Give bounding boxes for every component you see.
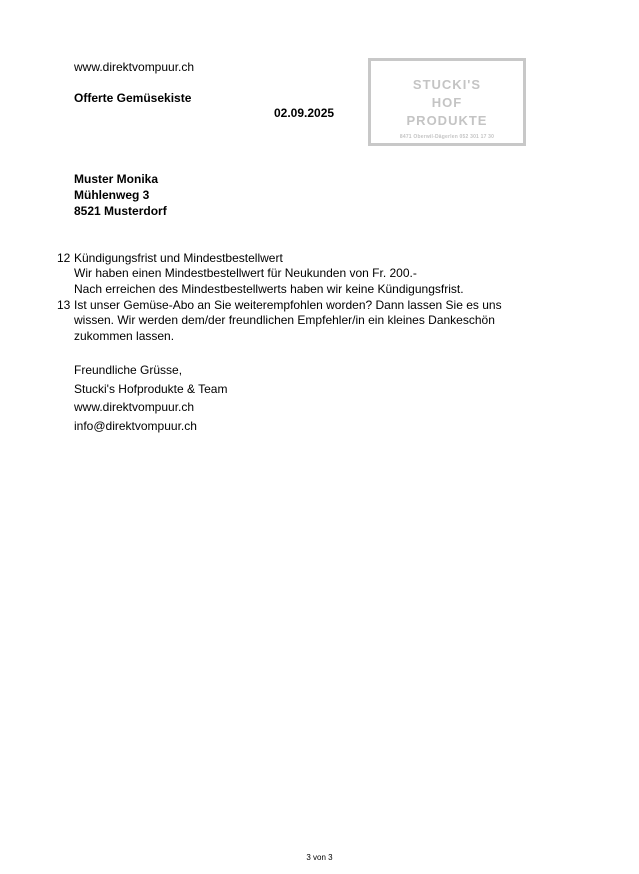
stamp-line-1: STUCKI'S	[412, 77, 482, 92]
recipient-street: Mühlenweg 3	[74, 188, 150, 202]
section-line: wissen. Wir werden dem/der freundlichen Empfehler/in ein kleines Dankeschön	[74, 313, 495, 328]
stamp-address: 8471 Oberwil-Dägerlen 052 301 17 30	[399, 134, 495, 140]
section-number: 12	[57, 251, 71, 265]
closing-greeting: Freundliche Grüsse,	[74, 363, 183, 377]
recipient-address	[74, 171, 167, 219]
page-number: 3 von 3	[306, 853, 333, 862]
section-line: Ist unser Gemüse-Abo an Sie weiterempfohlen worden? Dann lassen Sie es uns	[74, 298, 502, 312]
section-number: 13	[57, 298, 71, 312]
stamp-line-2: HOF	[431, 95, 463, 110]
recipient-name: Muster Monika	[74, 172, 159, 186]
section-paragraph	[74, 298, 502, 344]
closing-company: Stucki's Hofprodukte & Team	[74, 381, 228, 396]
document-title: Offerte Gemüsekiste	[74, 91, 192, 105]
company-stamp-logo	[368, 58, 526, 146]
section-line: zukommen lassen.	[74, 328, 175, 343]
closing-block	[74, 361, 227, 435]
closing-email: info@direktvompuur.ch	[74, 418, 197, 433]
section-line: Wir haben einen Mindestbestellwert für Neukunden von Fr. 200.-	[74, 266, 417, 281]
section-line: Nach erreichen des Mindestbestellwerts haben wir keine Kündigungsfrist.	[74, 281, 464, 296]
section-paragraph	[74, 251, 464, 297]
recipient-city: 8521 Musterdorf	[74, 204, 167, 218]
section-line: Kündigungsfrist und Mindestbestellwert	[74, 251, 283, 265]
header-website: www.direktvompuur.ch	[74, 60, 195, 74]
document-date: 02.09.2025	[274, 106, 335, 120]
stamp-line-3: PRODUKTE	[406, 113, 488, 128]
closing-website: www.direktvompuur.ch	[74, 400, 195, 414]
